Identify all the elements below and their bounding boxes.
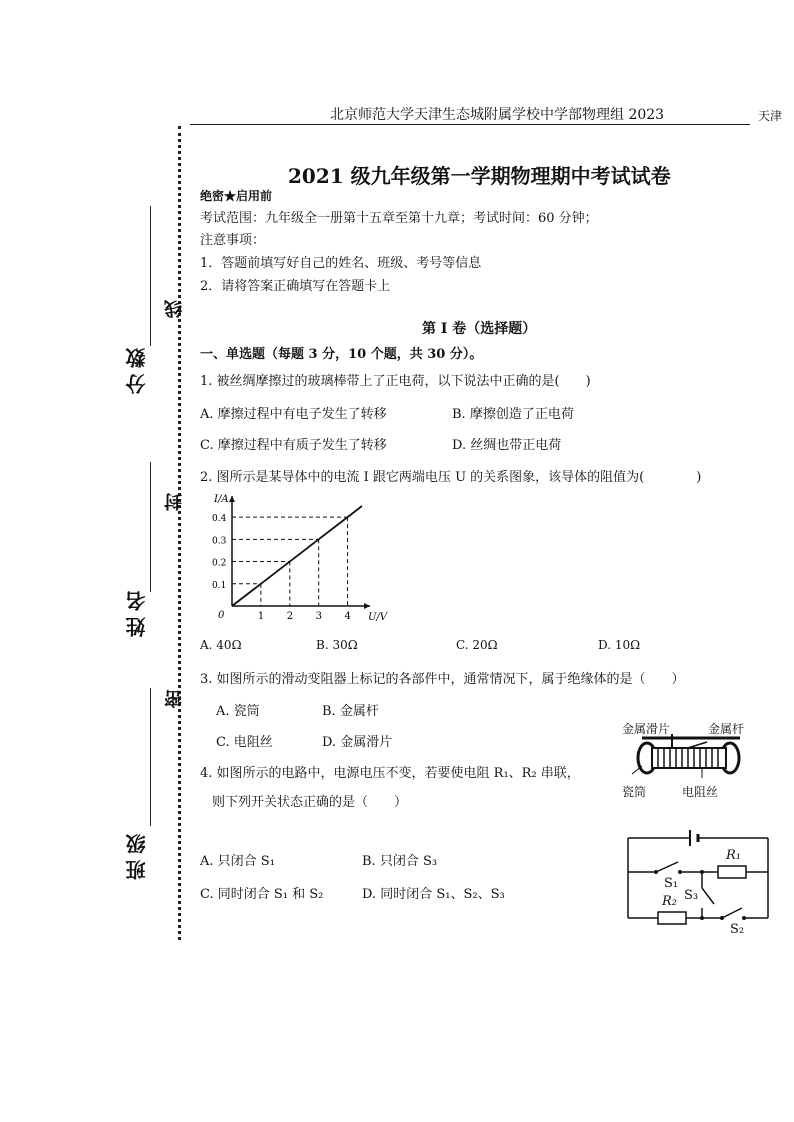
y-tick-label: 0.3 [212, 536, 227, 547]
section-title: 一、单选题（每题 3 分，10 个题，共 30 分）。 [200, 347, 483, 362]
seal-mi: 密 [164, 690, 185, 708]
q2-option-a: A. 40Ω [200, 638, 242, 652]
iu-chart [210, 494, 390, 624]
q4-option-a: A. 只闭合 S₁ [200, 854, 275, 869]
q4-stem-2: 则下列开关状态正确的是（ ） [212, 795, 408, 810]
rheostat-slider-label: 金属滑片 [622, 722, 671, 736]
circuit-r1-label: R₁ [726, 848, 741, 863]
class-blank-line [150, 688, 151, 826]
series-line [232, 506, 362, 606]
circuit-figure [618, 824, 778, 934]
q2-option-c: C. 20Ω [456, 638, 498, 652]
rheostat-tube-label: 瓷筒 [622, 785, 647, 799]
score-label: 分数 [125, 342, 149, 394]
rheostat-rod-label: 金属杆 [708, 722, 745, 736]
score-blank-line [150, 206, 151, 346]
secret-mark: 绝密★启用前 [200, 189, 273, 203]
y-axis-arrow [229, 496, 235, 502]
q1-option-c: C. 摩擦过程中有质子发生了转移 [200, 438, 387, 453]
x-axis-label: U/V [368, 612, 388, 623]
q4-option-d: D. 同时闭合 S₁、S₂、S₃ [362, 887, 505, 902]
circuit-r2-label: R₂ [662, 894, 677, 909]
q1-option-a: A. 摩擦过程中有电子发生了转移 [200, 407, 387, 422]
q1-option-d: D. 丝绸也带正电荷 [452, 438, 562, 453]
q1-stem: 1. 被丝绸摩擦过的玻璃棒带上了正电荷，以下说法中正确的是( ) [200, 374, 591, 389]
rheostat-figure [612, 734, 752, 784]
y-tick-label: 0.4 [212, 514, 227, 525]
q2-option-b: B. 30Ω [316, 638, 358, 652]
q4-stem-1: 4. 如图所示的电路中，电源电压不变，若要使电阻 R₁、R₂ 串联， [200, 766, 580, 781]
q3-option-a: A. 瓷筒 [216, 704, 260, 719]
q3-stem: 3. 如图所示的滑动变阻器上标记的各部件中，通常情况下，属于绝缘体的是（ ） [200, 672, 685, 687]
exam-title: 2021 级九年级第一学期物理期中考试试卷 [288, 164, 671, 188]
page-header-edge: 天津 [758, 109, 783, 123]
circuit-s3-label: S₃ [684, 888, 699, 903]
name-label: 姓名 [125, 585, 149, 637]
note-2: 2．请将答案正确填写在答题卡上 [200, 279, 391, 294]
q4-option-c: C. 同时闭合 S₁ 和 S₂ [200, 887, 324, 902]
circuit-s2-label: S₂ [730, 922, 745, 937]
note-1: 1．答题前填写好自己的姓名、班级、考号等信息 [200, 256, 482, 271]
y-axis-label: I/A [214, 494, 229, 505]
origin-label: 0 [218, 610, 225, 621]
part-title: 第 I 卷（选择题） [422, 321, 537, 337]
circuit-s1-label: S₁ [664, 876, 679, 891]
binding-dotted-line [178, 126, 181, 940]
x-tick-label: 2 [286, 611, 294, 622]
header-rule [190, 124, 750, 125]
class-label: 班级 [125, 828, 149, 880]
q1-option-b: B. 摩擦创造了正电荷 [452, 407, 574, 422]
x-tick-label: 3 [315, 611, 323, 622]
x-tick-label: 4 [344, 611, 351, 622]
q3-option-b: B. 金属杆 [322, 704, 379, 719]
q3-option-d: D. 金属滑片 [322, 735, 393, 750]
q3-option-c: C. 电阻丝 [216, 735, 273, 750]
rheostat-wire-label: 电阻丝 [682, 785, 719, 799]
seal-feng: 封 [164, 493, 185, 511]
y-tick-label: 0.1 [212, 580, 227, 591]
name-blank-line [150, 462, 151, 592]
notes-title: 注意事项： [200, 233, 266, 248]
q2-stem: 2. 图所示是某导体中的电流 I 跟它两端电压 U 的关系图象，该导体的阻值为( ) [200, 470, 702, 485]
seal-xian: 线 [164, 300, 185, 318]
y-tick-label: 0.2 [212, 558, 227, 569]
q2-option-d: D. 10Ω [598, 638, 641, 652]
q4-option-b: B. 只闭合 S₃ [362, 854, 438, 869]
exam-scope: 考试范围：九年级全一册第十五章至第十九章；考试时间：60 分钟； [200, 211, 598, 226]
page-header: 北京师范大学天津生态城附属学校中学部物理组 2023 [330, 107, 665, 123]
x-axis-arrow [364, 603, 370, 609]
x-tick-label: 1 [257, 611, 265, 622]
